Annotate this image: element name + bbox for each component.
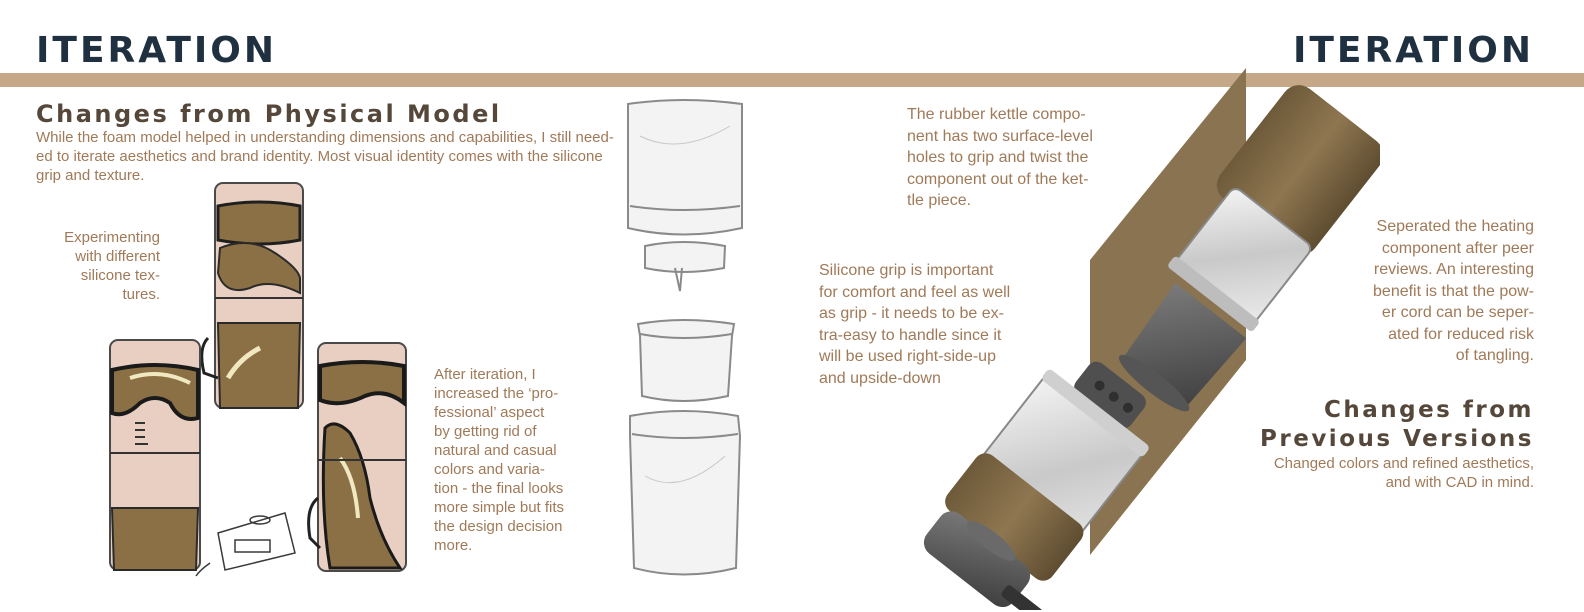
text-line: Silicone grip is important [819,262,994,279]
right-page-title: ITERATION [1292,30,1534,71]
text-line: will be used right-side-up [819,348,996,365]
text-line: Changes from [1323,397,1534,423]
iteration-note [434,365,594,555]
cad-exploded-render [900,60,1380,610]
text-line: and with CAD in mind. [1385,474,1534,491]
text-line: the design decision [434,518,563,535]
sketch-middle-cup [638,320,734,401]
section-title-physical-model: Changes from Physical Model [36,100,502,128]
sketch-top-jar [628,100,742,235]
text-line: and upside-down [819,369,941,387]
sketch-bottle-right [309,343,406,571]
left-page-title: ITERATION [36,30,278,71]
sketch-heating-base [196,513,295,576]
text-line: reviews. An interesting [1373,261,1534,278]
text-line: more simple but fits [434,499,565,516]
text-line: ed to iterate aesthetics and brand identity. Most visual identity comes with the silicone [36,148,603,165]
text-line: er cord can be seper- [1381,304,1534,321]
text-line: by getting rid of [434,423,537,440]
sketch-bottle-top [202,183,303,408]
text-line: holes to grip and twist the [907,149,1089,166]
text-line: grip and texture. [36,167,145,184]
text-line: component out of the ket- [907,170,1089,188]
text-line: Experimenting [64,229,160,246]
text-line: for comfort and feel as well [819,283,1011,301]
text-line: tle piece. [907,192,972,209]
text-line: Changed colors and refined aesthetics, [1273,455,1534,472]
text-line: Seperated the heating [1376,218,1534,235]
text-line: increased the ‘pro- [434,385,559,402]
text-line: fessional’ aspect [434,404,545,421]
text-line: as grip - it needs to be ex- [819,305,1004,322]
text-line: component after peer [1381,239,1534,257]
text-line: more. [434,537,473,554]
sketch-bottle-left [110,340,200,570]
exploded-pencil-sketch [620,96,750,586]
text-line: of tangling. [1455,347,1534,364]
text-line: tures. [122,286,160,303]
text-line: nent has two surface-level [907,127,1093,145]
text-line: While the foam model helped in understanding dimensions and capabilities, I still need- [36,129,614,146]
text-line: tra-easy to handle since it [819,326,1002,344]
text-line: Previous Versions [1260,426,1534,452]
texture-sketch-bottles [100,178,420,578]
text-line: with different [75,248,160,265]
text-line: After iteration, I [434,366,536,383]
text-line: benefit is that the pow- [1373,282,1534,300]
text-line: colors and varia- [434,461,545,478]
text-line: tion - the final looks [434,480,564,497]
text-line: ated for reduced risk [1388,325,1534,343]
text-line: silicone tex- [80,267,160,284]
intro-paragraph [36,128,616,185]
text-line: natural and casual [434,442,557,459]
text-line: The rubber kettle compo- [907,106,1086,123]
